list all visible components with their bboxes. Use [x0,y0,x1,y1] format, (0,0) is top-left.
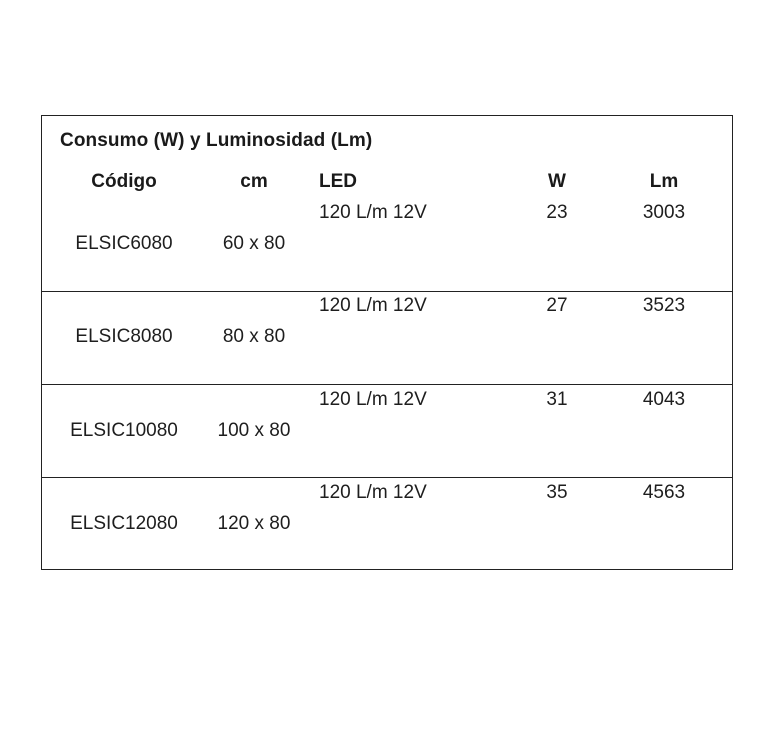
consumption-table [41,115,733,570]
row-divider [41,477,733,478]
cell-cm: 60 x 80 [222,233,286,254]
cell-cm: 100 x 80 [217,420,291,441]
cell-lm: 4563 [642,482,686,503]
header-led: LED [319,171,357,192]
cell-cm: 80 x 80 [222,326,286,347]
header-codigo: Código [91,171,157,192]
header-lm: Lm [649,171,679,192]
table-title: Consumo (W) y Luminosidad (Lm) [60,130,373,151]
cell-led: 120 L/m 12V [319,202,427,223]
header-cm: cm [240,171,268,192]
cell-lm: 3523 [642,295,686,316]
table-row [42,480,732,573]
cell-w: 27 [546,295,568,316]
table-row [42,200,732,293]
cell-codigo: ELSIC6080 [75,233,173,254]
row-divider [41,384,733,385]
cell-led: 120 L/m 12V [319,295,427,316]
table-row [42,387,732,480]
cell-w: 31 [546,389,568,410]
row-divider [41,291,733,292]
cell-codigo: ELSIC8080 [75,326,173,347]
table-row [42,293,732,386]
header-w: W [548,171,566,192]
cell-codigo: ELSIC12080 [70,513,178,534]
cell-cm: 120 x 80 [217,513,291,534]
cell-codigo: ELSIC10080 [70,420,178,441]
cell-w: 23 [546,202,568,223]
cell-led: 120 L/m 12V [319,482,427,503]
cell-led: 120 L/m 12V [319,389,427,410]
cell-w: 35 [546,482,568,503]
cell-lm: 3003 [642,202,686,223]
cell-lm: 4043 [642,389,686,410]
